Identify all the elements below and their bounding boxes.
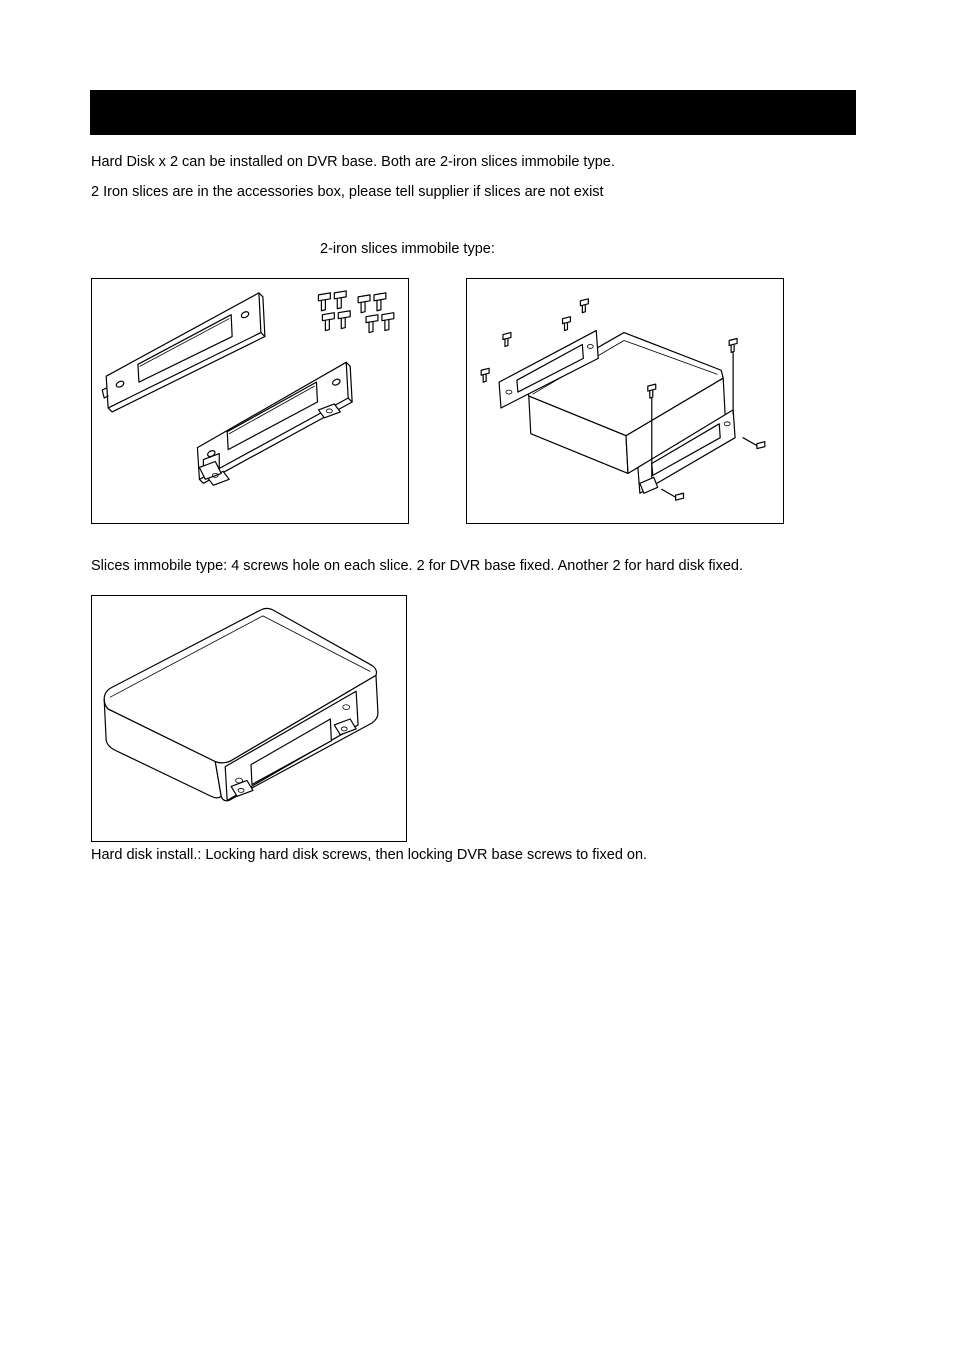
- install-note: Hard disk install.: Locking hard disk screws, then locking DVR base screws to fixed on.: [91, 847, 648, 863]
- exploded-hard-disk-assembly-icon: [467, 279, 783, 523]
- figure-assembled-disk: [91, 595, 407, 842]
- intro-line-1: Hard Disk x 2 can be installed on DVR base. Both are 2-iron slices immobile type.: [91, 154, 615, 170]
- assembled-hard-disk-icon: [92, 596, 406, 841]
- intro-line-2: 2 Iron slices are in the accessories box, please tell supplier if slices are not exist: [91, 184, 604, 200]
- figure-caption: 2-iron slices immobile type:: [320, 241, 495, 257]
- figure-exploded-assembly: [466, 278, 784, 524]
- iron-slices-and-screws-icon: [92, 279, 408, 523]
- slices-note: Slices immobile type: 4 screws hole on each slice. 2 for DVR base fixed. Another 2 for hard disk fixed.: [91, 558, 744, 574]
- figure-iron-slices: [91, 278, 409, 524]
- section-header-bar: [90, 90, 856, 135]
